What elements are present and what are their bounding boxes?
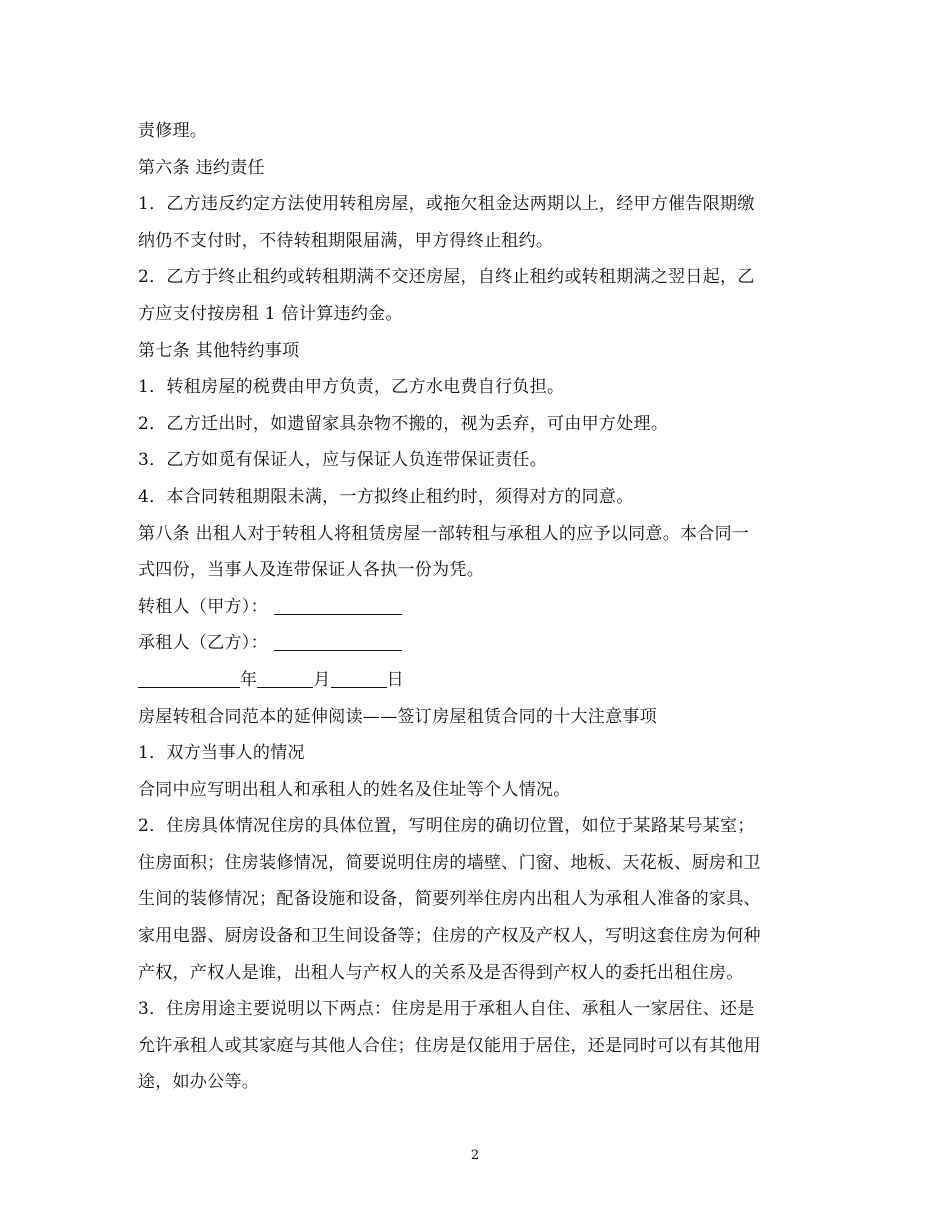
- text-line: 2．乙方于终止租约或转租期满不交还房屋，自终止租约或转租期满之翌日起，乙: [138, 267, 755, 288]
- document-body: [138, 113, 818, 1101]
- day-label: 日: [386, 669, 404, 690]
- text-line: 2．乙方迁出时，如遗留家具杂物不搬的，视为丢弃，可由甲方处理。: [138, 413, 669, 434]
- page-number: 2: [470, 1148, 480, 1163]
- date-row: [138, 662, 818, 699]
- text-line: 方应支付按房租 1 倍计算违约金。: [138, 303, 403, 324]
- text-line: 3．住房用途主要说明以下两点：住房是用于承租人自住、承租人一家居住、还是: [138, 999, 755, 1020]
- text-line: 4．本合同转租期限未满，一方拟终止租约时，须得对方的同意。: [138, 486, 634, 507]
- text-line: 2．住房具体情况住房的具体位置，写明住房的确切位置，如位于某路某号某室；: [138, 816, 755, 837]
- text-line: 式四份，当事人及连带保证人各执一份为凭。: [138, 560, 484, 581]
- sublessor-signature-row: [138, 589, 818, 626]
- month-blank: [257, 667, 313, 688]
- lessee-label: 承租人（乙方）：: [138, 633, 268, 654]
- text-line: 住房面积；住房装修情况，简要说明住房的墙壁、门窗、地板、天花板、厨房和卫: [138, 852, 761, 873]
- text-line: 3．乙方如觅有保证人，应与保证人负连带保证责任。: [138, 450, 548, 471]
- day-blank: [331, 667, 387, 688]
- lessee-signature-row: [138, 625, 818, 662]
- text-line: 1．乙方违反约定方法使用转租房屋，或拖欠租金达两期以上，经甲方催告限期缴: [138, 194, 755, 215]
- year-blank: [138, 667, 240, 688]
- article-6-heading: 第六条 违约责任: [138, 157, 265, 178]
- extended-reading-title: 房屋转租合同范本的延伸阅读——签订房屋租赁合同的十大注意事项: [138, 706, 657, 727]
- sublessor-signature-blank: [274, 594, 402, 615]
- year-label: 年: [240, 669, 258, 690]
- text-line: 合同中应写明出租人和承租人的姓名及住址等个人情况。: [138, 779, 571, 800]
- text-line: 纳仍不支付时，不待转租期限届满，甲方得终止租约。: [138, 230, 554, 251]
- article-8-text: 第八条 出租人对于转租人将租赁房屋一部转租与承租人的应予以同意。本合同一: [138, 523, 750, 544]
- text-line: 1．双方当事人的情况: [138, 743, 305, 764]
- text-line: 生间的装修情况；配备设施和设备，简要列举住房内出租人为承租人准备的家具、: [138, 889, 761, 910]
- text-line: 允许承租人或其家庭与其他人合住；住房是仅能用于居住，还是同时可以有其他用: [138, 1035, 761, 1056]
- text-line: 产权，产权人是谁，出租人与产权人的关系及是否得到产权人的委托出租住房。: [138, 962, 744, 983]
- sublessor-label: 转租人（甲方）：: [138, 596, 268, 617]
- month-label: 月: [313, 669, 331, 690]
- text-line: 途，如办公等。: [138, 1072, 260, 1093]
- lessee-signature-blank: [274, 630, 402, 651]
- text-line: 责修理。: [138, 121, 208, 141]
- text-line: 1．转租房屋的税费由甲方负责，乙方水电费自行负担。: [138, 377, 565, 398]
- text-line: 家用电器、厨房设备和卫生间设备等；住房的产权及产权人，写明这套住房为何种: [138, 926, 761, 947]
- article-7-heading: 第七条 其他特约事项: [138, 340, 300, 361]
